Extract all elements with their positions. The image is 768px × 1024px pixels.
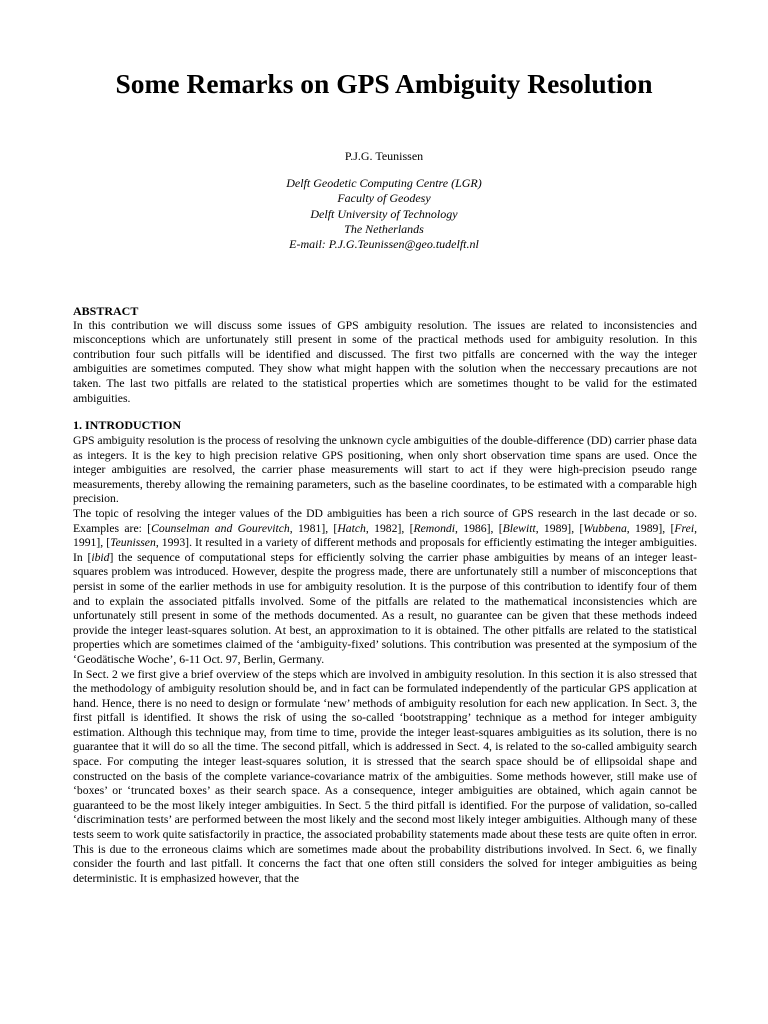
affiliation-line: Delft University of Technology <box>310 206 458 221</box>
citation-author: Remondi <box>413 521 456 535</box>
abstract-text: In this contribution we will discuss some issues of GPS ambiguity resolution. The issues are related to inconsistencies and misconceptions which are unfortunately still present in some of the practical methods used for ambiguity resolution. In this contribution four such pitfalls will be identified and discussed. The first two pitfalls are concerned with the way the integer ambiguities are sometimes computed. They show what might happen with the solution when the neccessary precautions are not taken. The last two pitfalls are related to the statistical properties which are sometimes thought to be valid for the estimated ambiguities. <box>73 318 697 405</box>
citation-author: Blewitt <box>502 521 536 535</box>
citation-author: Frei <box>674 521 695 535</box>
affiliation-line: Delft Geodetic Computing Centre (LGR) <box>286 176 482 190</box>
paragraph: GPS ambiguity resolution is the process of resolving the unknown cycle ambiguities of the double-difference (DD) carrier phase data as integers. It is the key to high precision relative GPS positioning, when only short observation time spans are used. Once the integer ambiguities are resolved, the carrier phase measurements will start to act if they were high-precision pseudo range measurements, thereby allowing the remaining parameters, such as the baseline coordinates, to be estimated with a comparable high precision. <box>73 434 697 506</box>
section-heading-introduction: 1. INTRODUCTION <box>73 418 182 432</box>
citation-author: Teunissen <box>110 536 156 550</box>
paragraph: The topic of resolving the integer values of the DD ambiguities has been a rich source of GPS research in the last decade or so. Examples are: [Counselman and Gourevitch, 1981], [Hatch, 1982], [Remondi, 1986], [Blewitt, 1989], [Wubbena, 1989], [Frei, 1991], [Teunissen, 1993]. It resulted in a variety of different methods and proposals for efficiently estimating the integer ambiguities. In [ibid] the sequence of computational steps for efficiently solving the carrier phase ambiguities by means of an integer least-squares problem was introduced. However, despite the progress made, there are unfortunately still a number of misconceptions that persist in some of the earlier methods in use for ambiguity resolution. It is the purpose of this contribution to identify four of them and to explain the associated pitfalls involved. Some of the pitfalls are related to the mathematical inconsistencies which are unfortunately still present in some of the methods documented. As a result, no guarantee can be given that these methods indeed provide the integer least-squares solution. At best, an approximation to it is obtained. The other pitfalls are related to the statistical properties which are sometimes claimed of the ‘ambiguity-fixed’ solutions. This contribution was presented at the symposium of the ‘Geodätische Woche’, 6-11 Oct. 97, Berlin, Germany. <box>73 506 697 666</box>
affiliation-line: Faculty of Geodesy <box>337 191 431 206</box>
paragraph: In Sect. 2 we first give a brief overview of the steps which are involved in ambiguity resolution. In this section it is also stressed that the methodology of ambiguity resolution should be, and in fact can be formulated independently of the particular GPS application at hand. Hence, there is no need to design or formulate ‘new’ methods of ambiguity resolution for each new application. In Sect. 3, the first pitfall is identified. It shows the risk of using the so-called ‘bootstrapping’ technique as a method for integer ambiguity estimation. Although this technique may, from time to time, provide the integer least-squares ambiguities as its solution, there is no guarantee that it will do so all the time. The second pitfall, which is addressed in Sect. 4, is related to the so-called ambiguity search space. For computing the integer least-squares solution, it is stressed that the search space should be of ellipsoidal shape and constructed on the basis of the complete variance-covariance matrix of the ambiguities. Some methods however, still make use of ‘boxes’ or ‘truncated boxes’ as their search space. As a consequence, integer ambiguities are obtained, which again cannot be guaranteed to be the most likely integer ambiguities. In Sect. 5 the third pitfall is identified. For the purpose of validation, so-called ‘discrimination tests’ are performed between the most likely and the second most likely integer ambiguities. Although many of these tests seem to work quite satisfactorily in practice, the associated probability statements made about these tests are quite often in error. This is due to the erroneous claims which are sometimes made about the probability distributions involved. In Sect. 6, we finally consider the fourth and last pitfall. It concerns the fact that one often still considers the solved for integer ambiguities as being deterministic. It is emphasized however, that the <box>73 667 697 885</box>
author-email: E-mail: P.J.G.Teunissen@geo.tudelft.nl <box>289 237 479 252</box>
citation-ibid: ibid <box>91 550 110 564</box>
abstract-section <box>73 304 697 406</box>
citation-author: Hatch <box>337 521 366 535</box>
author-affiliation <box>0 176 768 252</box>
citation-author: Wubbena <box>583 521 627 535</box>
abstract-heading: ABSTRACT <box>73 304 139 318</box>
introduction-section <box>73 434 697 886</box>
author-name: P.J.G. Teunissen <box>344 149 424 163</box>
citation-author: Counselman and Gourevitch <box>151 521 290 535</box>
affiliation-line: The Netherlands <box>344 221 424 236</box>
paper-title: Some Remarks on GPS Ambiguity Resolution <box>115 68 653 99</box>
